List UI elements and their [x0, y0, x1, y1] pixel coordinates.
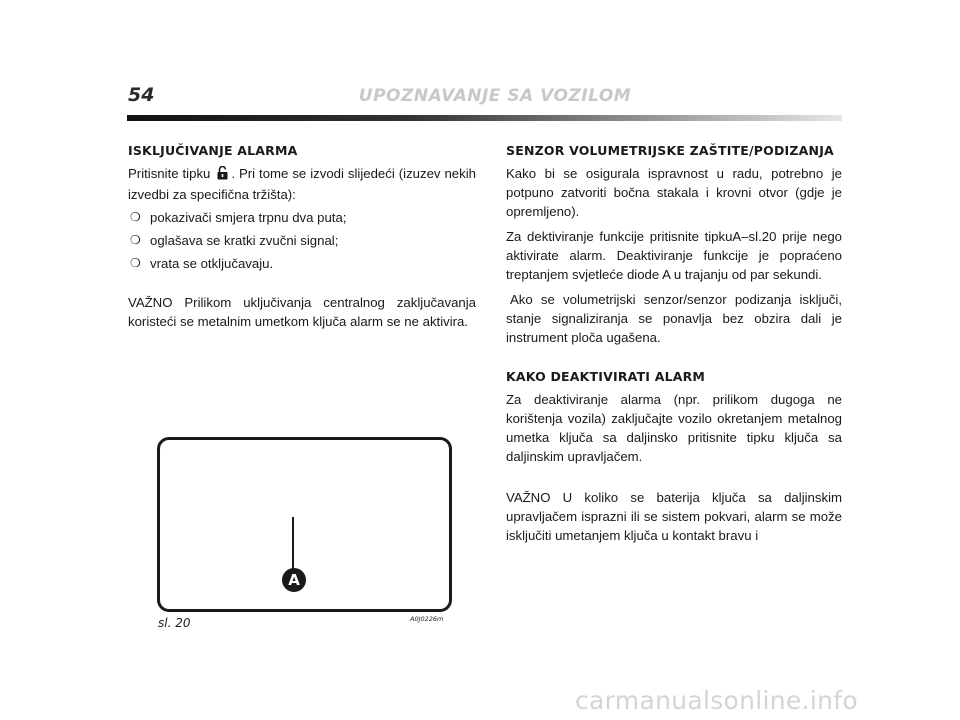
- disarm-intro-start: Pritisnite tipku: [128, 166, 211, 181]
- figure-caption: sl. 20: [158, 616, 191, 630]
- list-item-text: pokazivači smjera trpnu dva puta;: [150, 210, 347, 225]
- list-item-text: vrata se otključavaju.: [150, 256, 274, 271]
- page-number: 54: [128, 84, 155, 106]
- disarm-intro: [128, 164, 476, 204]
- disarm-intro-end: . Pri tome se izvodi slijedeći (izuzev nekih izvedbi za specifična tržišta):: [128, 166, 476, 202]
- section-heading-deactivate-alarm: KAKO DEAKTIVIRATI ALARM: [506, 369, 706, 384]
- watermark: carmanualsonline.info: [575, 686, 858, 715]
- section-heading-volumetric-sensor: SENZOR VOLUMETRIJSKE ZAŠTITE/PODIZANJA: [506, 143, 834, 158]
- page-header-title: UPOZNAVANJE SA VOZILOM: [358, 86, 632, 106]
- list-item: [128, 208, 476, 227]
- figure-code: A0J0226m: [410, 615, 444, 623]
- unlock-icon: [217, 166, 228, 185]
- circle-bullet-icon: ❍: [130, 233, 141, 247]
- right-column: [506, 143, 842, 545]
- deactivate-note: VAŽNO U koliko se baterija ključa sa daljinskim upravljačem isprazni ili se sistem pokvari, alarm se može isključiti umetanjem ključa u kontakt bravu i: [506, 490, 842, 543]
- left-column: [128, 143, 476, 331]
- figure-pointer-line: [292, 517, 294, 569]
- list-item: [128, 254, 476, 273]
- list-item-text: oglašava se kratki zvučni signal;: [150, 233, 339, 248]
- circle-bullet-icon: ❍: [130, 256, 141, 270]
- disarm-effects-list: [128, 208, 476, 273]
- figure-marker-a: A: [282, 568, 306, 592]
- circle-bullet-icon: ❍: [130, 210, 141, 224]
- deactivate-paragraph: Za deaktiviranje alarma (npr. prilikom dugoga ne korištenja vozila) zaključajte vozilo okretanjem metalnog umetka ključa sa daljinsko pritisnite tipku ključa sa daljinskim upravljačem.: [506, 392, 842, 464]
- sensor-paragraph-2: Za dektiviranje funkcije pritisnite tipkuA–sl.20 prije nego aktivirate alarm. Deaktiviranje funkcije je popraćeno treptanjem svjetleće diode A u trajanju od par sekundi.: [506, 229, 842, 282]
- section-heading-disarm: ISKLJUČIVANJE ALARMA: [128, 143, 298, 158]
- disarm-note: VAŽNO Prilikom uključivanja centralnog zaključavanja koristeći se metalnim umetkom ključa alarm se ne aktivira.: [128, 295, 476, 329]
- header-rule: [127, 115, 842, 121]
- sensor-paragraph-1: Kako bi se osigurala ispravnost u radu, potrebno je potpuno zatvoriti bočna stakala i krovni otvor (gdje je opremljeno).: [506, 166, 842, 219]
- sensor-paragraph-3: Ako se volumetrijski senzor/senzor podizanja isključi, stanje signaliziranja se ponavlja bez obzira dali je instrument ploča ugašena.: [506, 292, 842, 345]
- list-item: [128, 231, 476, 250]
